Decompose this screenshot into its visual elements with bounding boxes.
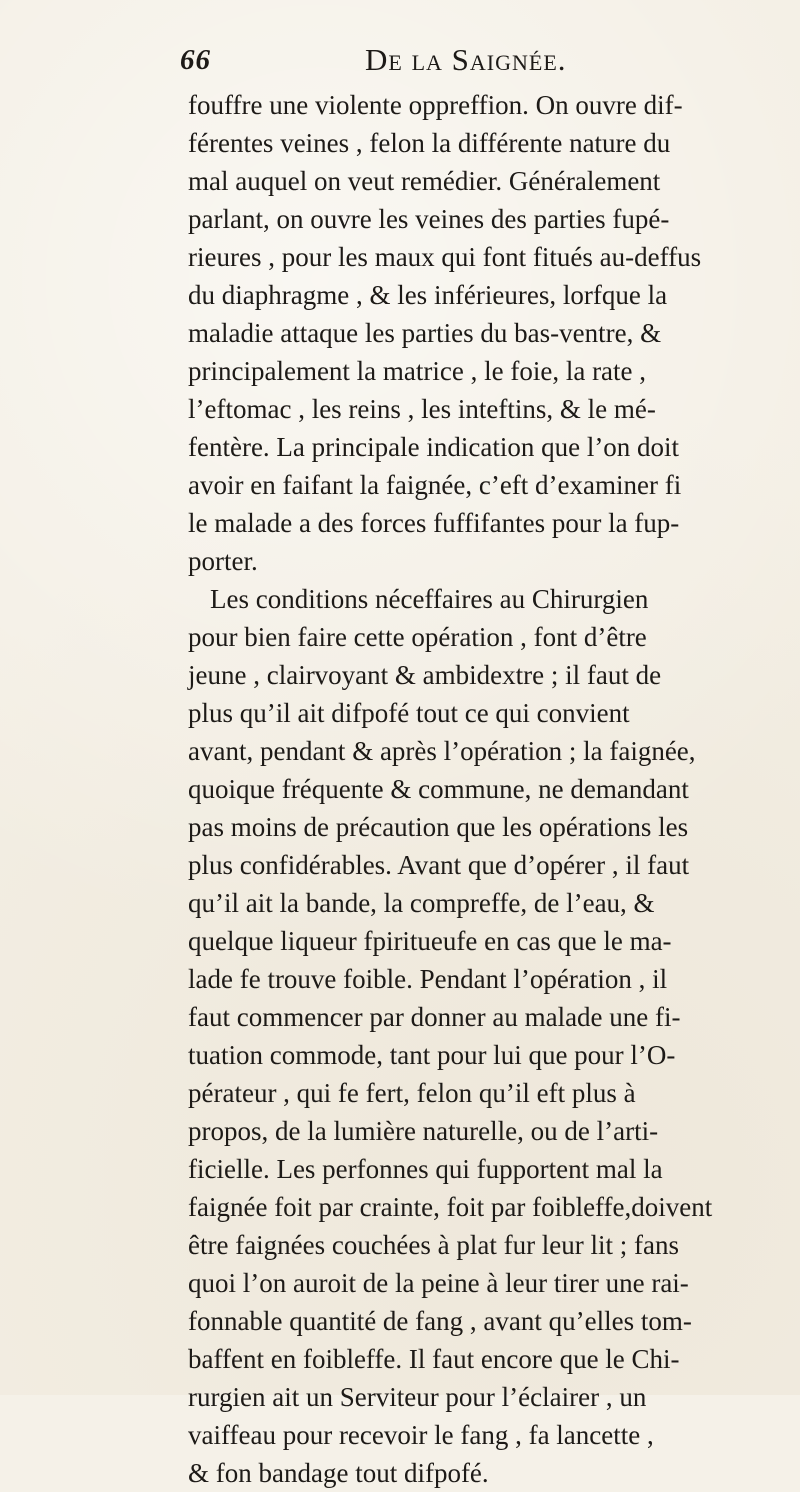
- text-line-24: lade fe trouve foible. Pendant l’opération , il: [188, 964, 668, 994]
- text-line-35: rurgien ait un Serviteur pour l’éclairer , un: [188, 1382, 647, 1412]
- text-line-21: plus confidérables. Avant que d’opérer , il faut: [188, 850, 690, 880]
- text-line-20: pas moins de précaution que les opérations les: [188, 812, 689, 842]
- body-text: [188, 86, 768, 1492]
- text-line-26: tuation commode, tant pour lui que pour l’O-: [188, 1040, 676, 1070]
- text-line-6: du diaphragme , & les inférieures, lorfque la: [188, 280, 668, 310]
- running-title: De la Saignée.: [365, 42, 567, 77]
- text-line-14: Les conditions néceffaires au Chirurgien: [210, 584, 649, 614]
- text-line-13: porter.: [188, 546, 258, 576]
- text-line-31: être faignées couchées à plat fur leur lit ; fans: [188, 1230, 680, 1260]
- text-line-36: vaiffeau pour recevoir le fang , fa lancette ,: [188, 1420, 654, 1450]
- text-line-34: baffent en foibleffe. Il faut encore que le Chi-: [188, 1344, 680, 1374]
- text-line-1: fouffre une violente oppreffion. On ouvre dif-: [188, 90, 683, 120]
- text-line-25: faut commencer par donner au malade une fi-: [188, 1002, 681, 1032]
- page-number: 66: [180, 44, 211, 76]
- text-line-28: propos, de la lumière naturelle, ou de l’arti-: [188, 1116, 659, 1146]
- text-line-15: pour bien faire cette opération , font d’être: [188, 622, 647, 652]
- text-line-10: fentère. La principale indication que l’on doit: [188, 432, 680, 462]
- text-line-5: rieures , pour les maux qui font fitués au-deffus: [188, 242, 702, 272]
- text-line-4: parlant, on ouvre les veines des parties fupé-: [188, 204, 670, 234]
- text-line-18: avant, pendant & après l’opération ; la faignée,: [188, 736, 696, 766]
- text-line-11: avoir en faifant la faignée, c’eft d’examiner fi: [188, 470, 682, 500]
- text-line-12: le malade a des forces fuffifantes pour la fup-: [188, 508, 680, 538]
- text-line-17: plus qu’il ait difpofé tout ce qui convient: [188, 698, 630, 728]
- text-line-29: ficielle. Les perfonnes qui fupportent mal la: [188, 1154, 663, 1184]
- text-line-2: férentes veines , felon la différente nature du: [188, 128, 671, 158]
- text-line-32: quoi l’on auroit de la peine à leur tirer une rai-: [188, 1268, 689, 1298]
- text-line-3: mal auquel on veut remédier. Généralement: [188, 166, 661, 196]
- text-line-37: & fon bandage tout difpofé.: [188, 1458, 489, 1488]
- text-line-30: faignée foit par crainte, foit par foibleffe,doivent: [188, 1192, 713, 1222]
- text-line-23: quelque liqueur fpiritueufe en cas que le ma-: [188, 926, 672, 956]
- text-line-7: maladie attaque les parties du bas-ventre, &: [188, 318, 662, 348]
- text-line-33: fonnable quantité de fang , avant qu’elles tom-: [188, 1306, 692, 1336]
- text-line-9: l’eftomac , les reins , les inteftins, & le mé-: [188, 394, 656, 424]
- text-line-27: pérateur , qui fe fert, felon qu’il eft plus à: [188, 1078, 636, 1108]
- text-line-8: principalement la matrice , le foie, la rate ,: [188, 356, 647, 386]
- text-line-19: quoique fréquente & commune, ne demandant: [188, 774, 689, 804]
- page-header: [0, 30, 800, 80]
- text-line-16: jeune , clairvoyant & ambidextre ; il faut de: [188, 660, 662, 690]
- text-line-22: qu’il ait la bande, la compreffe, de l’eau, &: [188, 888, 655, 918]
